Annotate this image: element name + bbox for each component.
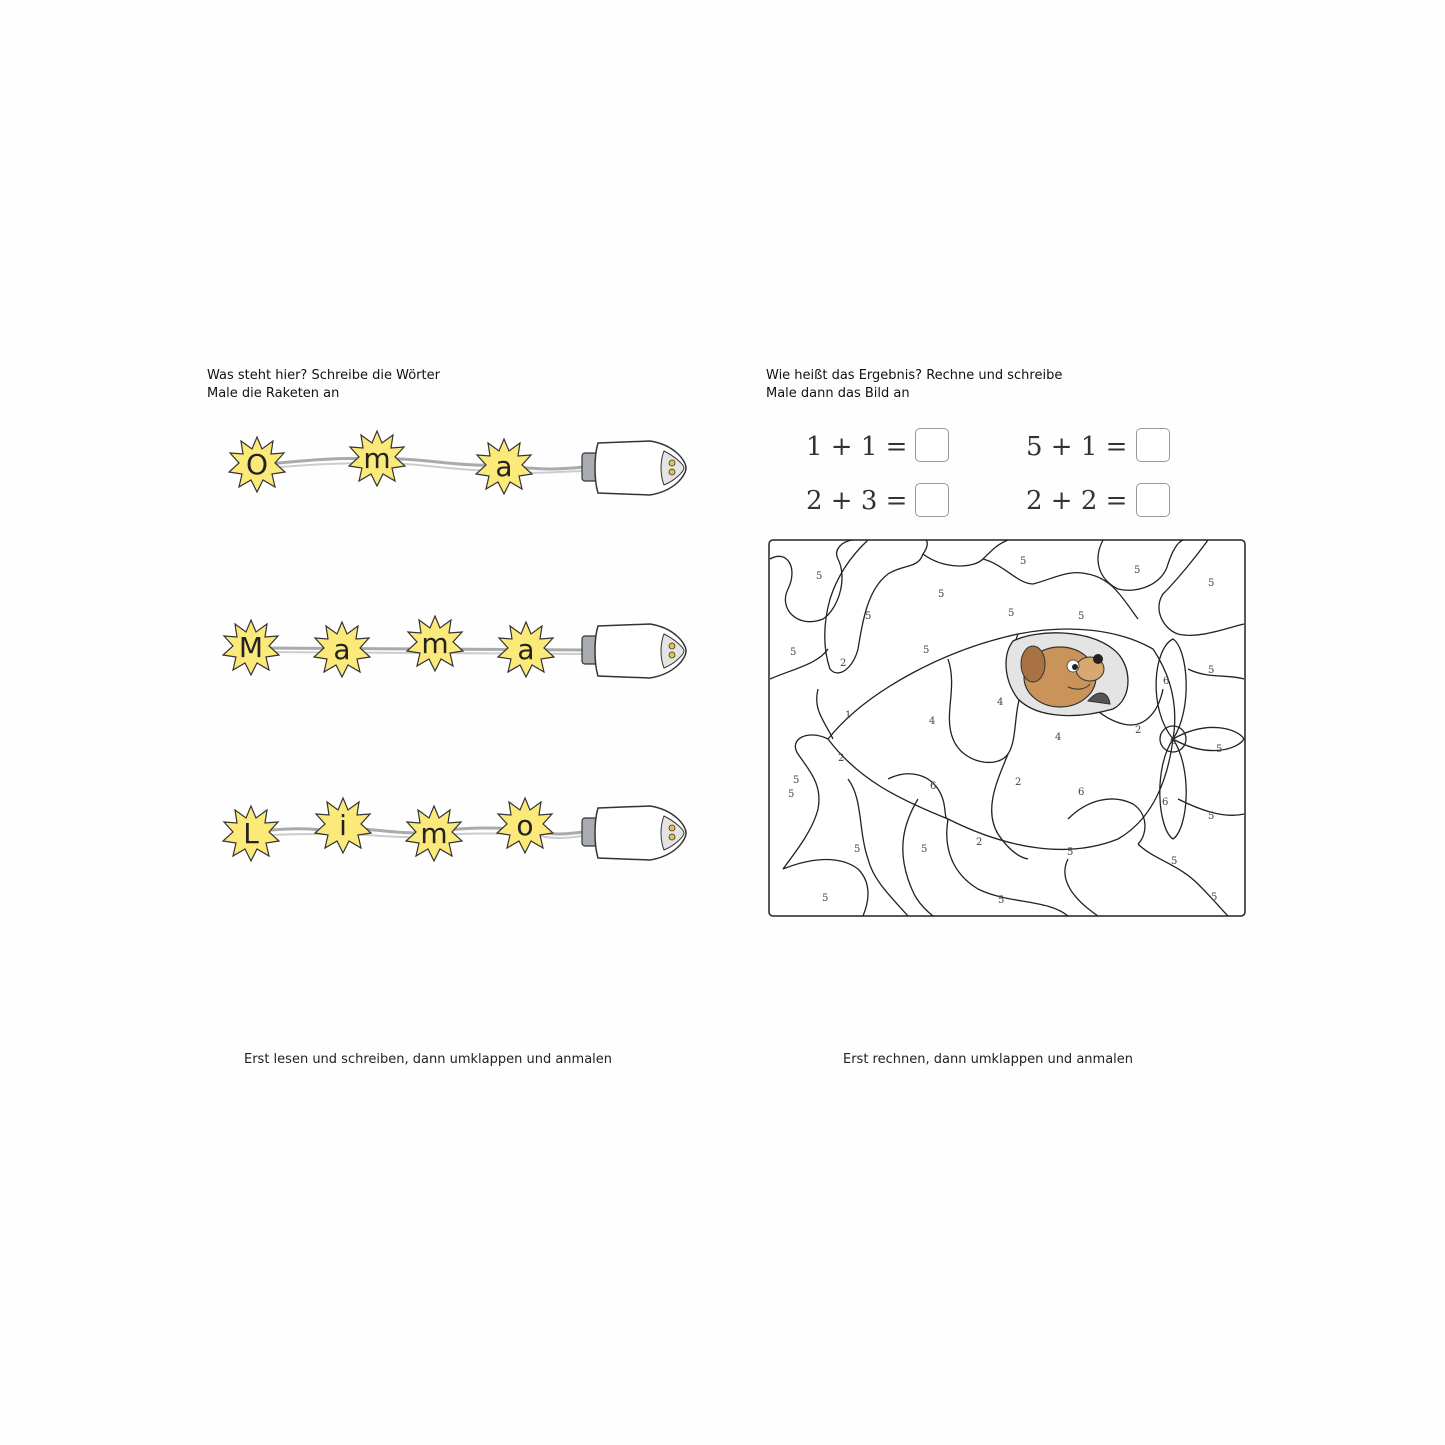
picture-number: 5	[816, 571, 823, 582]
left-footer: Erst lesen und schreiben, dann umklappen und anmalen	[244, 1052, 613, 1067]
picture-number: 5	[1067, 847, 1074, 858]
star-letter-icon[interactable]	[406, 614, 464, 672]
color-by-number-picture[interactable]	[768, 539, 1246, 917]
picture-number: 5	[1216, 744, 1223, 755]
star-letter: a	[333, 632, 351, 666]
rocket-icon	[580, 618, 690, 684]
right-instruction-line2: Male dann das Bild an	[766, 386, 910, 401]
picture-number: 2	[838, 753, 845, 764]
answer-box[interactable]	[1136, 483, 1170, 517]
picture-number: 2	[1135, 725, 1142, 736]
star-letter: m	[421, 626, 449, 660]
picture-number: 5	[1208, 811, 1215, 822]
picture-number: 2	[840, 658, 847, 669]
rocket-mama	[222, 610, 692, 690]
rocket-icon	[580, 800, 690, 866]
picture-number: 6	[1170, 736, 1177, 747]
picture-number: 6	[930, 781, 937, 792]
picture-number: 4	[997, 697, 1004, 708]
star-letter: a	[495, 449, 513, 483]
picture-number: 5	[793, 775, 800, 786]
picture-number: 5	[854, 844, 861, 855]
equation: 5 + 1 =	[1026, 432, 1128, 462]
picture-number: 4	[929, 716, 936, 727]
dog-icon	[1021, 646, 1110, 707]
picture-number: 6	[1163, 676, 1170, 687]
star-letter: o	[516, 808, 534, 842]
picture-number: 5	[1008, 608, 1015, 619]
star-letter-icon[interactable]	[405, 804, 463, 862]
picture-number: 5	[1078, 611, 1085, 622]
equation: 2 + 2 =	[1026, 486, 1128, 516]
star-letter-icon[interactable]	[496, 796, 554, 854]
right-instructions	[766, 367, 1062, 403]
answer-box[interactable]	[1136, 428, 1170, 462]
picture-number: 4	[1055, 732, 1062, 743]
equation: 2 + 3 =	[806, 486, 908, 516]
left-instructions	[207, 367, 440, 403]
picture-number: 5	[865, 611, 872, 622]
right-instruction-line1: Wie heißt das Ergebnis? Rechne und schreibe	[766, 368, 1063, 383]
picture-number: 5	[1020, 556, 1027, 567]
star-letter: a	[517, 632, 535, 666]
left-instruction-line1: Was steht hier? Schreibe die Wörter	[207, 368, 440, 383]
picture-number: 5	[790, 647, 797, 658]
star-letter-icon[interactable]	[313, 620, 371, 678]
star-letter: M	[238, 630, 264, 664]
picture-number: 5	[923, 645, 930, 656]
picture-number: 2	[1015, 777, 1022, 788]
star-letter: m	[363, 441, 391, 475]
star-letter-icon[interactable]	[222, 618, 280, 676]
right-footer: Erst rechnen, dann umklappen und anmalen	[843, 1052, 1134, 1067]
star-letter-icon[interactable]	[222, 804, 280, 862]
star-letter-icon[interactable]	[497, 620, 555, 678]
answer-box[interactable]	[915, 428, 949, 462]
star-letter: i	[339, 808, 347, 842]
star-letter: L	[243, 816, 259, 850]
picture-number: 1	[845, 710, 852, 721]
picture-number: 5	[822, 893, 829, 904]
picture-number: 5	[788, 789, 795, 800]
picture-number: 6	[1078, 787, 1085, 798]
picture-number: 5	[1134, 565, 1141, 576]
star-letter: m	[420, 816, 448, 850]
star-letter-icon[interactable]	[228, 435, 286, 493]
left-instruction-line2: Male die Raketen an	[207, 386, 340, 401]
picture-number: 5	[921, 844, 928, 855]
picture-number: 5	[1171, 856, 1178, 867]
picture-number: 2	[976, 837, 983, 848]
picture-number: 6	[1162, 797, 1169, 808]
rocket-oma	[222, 427, 692, 507]
star-letter-icon[interactable]	[348, 429, 406, 487]
picture-number: 5	[938, 589, 945, 600]
star-letter: O	[245, 447, 269, 481]
star-letter-icon[interactable]	[314, 796, 372, 854]
star-letter-icon[interactable]	[475, 437, 533, 495]
picture-number: 5	[1211, 892, 1218, 903]
picture-number: 5	[1208, 665, 1215, 676]
rocket-limo	[222, 792, 692, 872]
equation: 1 + 1 =	[806, 432, 908, 462]
picture-number: 5	[998, 895, 1005, 906]
answer-box[interactable]	[915, 483, 949, 517]
picture-number: 5	[1208, 578, 1215, 589]
rocket-icon	[580, 435, 690, 501]
